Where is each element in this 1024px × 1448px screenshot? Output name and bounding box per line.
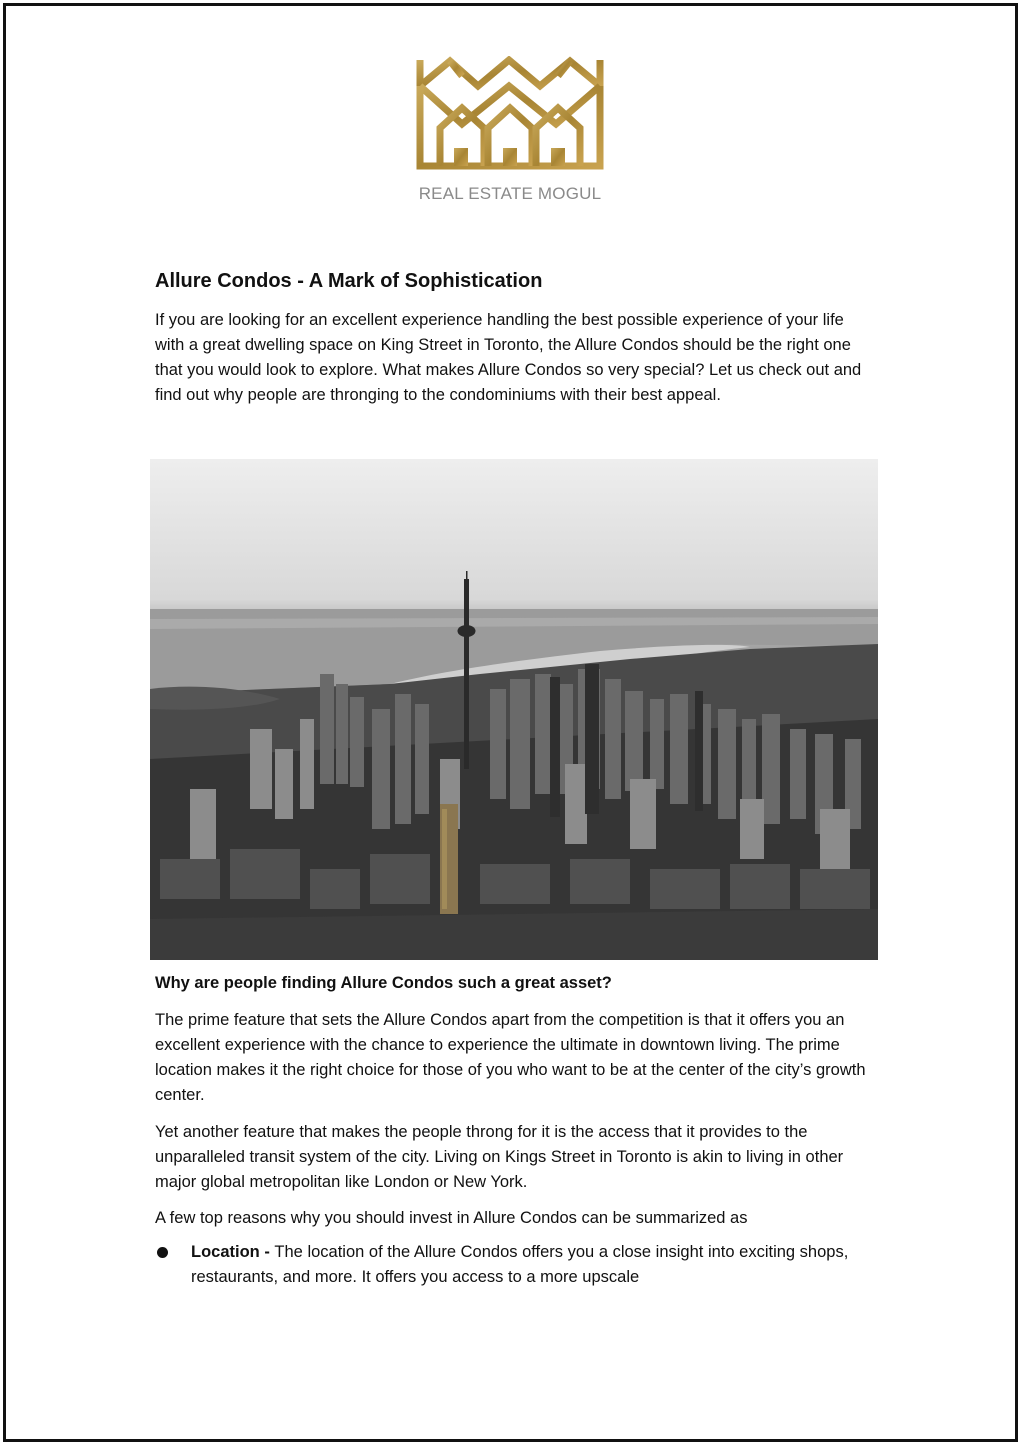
section-subheading: Why are people finding Allure Condos such a great asset?: [155, 974, 612, 992]
article-title: Allure Condos - A Mark of Sophistication: [155, 270, 543, 292]
real-estate-mogul-logo: [405, 52, 615, 212]
body-paragraph-3: A few top reasons why you should invest in Allure Condos can be summarized as: [155, 1209, 748, 1227]
toronto-skyline-photo: [150, 459, 878, 960]
bullet-dot-icon: [157, 1247, 168, 1258]
crown-houses-icon: [410, 56, 610, 176]
logo-wordmark: REAL ESTATE MOGUL: [418, 184, 602, 203]
skyline-illustration: [150, 459, 878, 960]
body-paragraph-1: The prime feature that sets the Allure Condos apart from the competition is that it offers you an excellent experience with the chance to experience the ultimate in downtown living. The prime location makes it the right choice for those of you who want to be at the center of the city’s growth center.: [155, 1011, 866, 1104]
body-paragraph-2: Yet another feature that makes the people throng for it is the access that it provides to the unparalleled transit system of the city. Living on Kings Street in Toronto is akin to living in other major global metropolitan like London or New York.: [155, 1123, 844, 1191]
list-item: [155, 1240, 870, 1290]
bullet-label: Location -: [191, 1243, 275, 1261]
reasons-list: [155, 1240, 870, 1290]
intro-paragraph: If you are looking for an excellent experience handling the best possible experience of your life with a great dwelling space on King Street in Toronto, the Allure Condos should be the right one that you would look to explore. What makes Allure Condos so very special? Let us check out and find out why people are thronging to the condominiums with their best appeal.: [155, 311, 862, 404]
bullet-text: The location of the Allure Condos offers you a close insight into exciting shops, restaurants, and more. It offers you access to a more upscale: [191, 1243, 849, 1286]
